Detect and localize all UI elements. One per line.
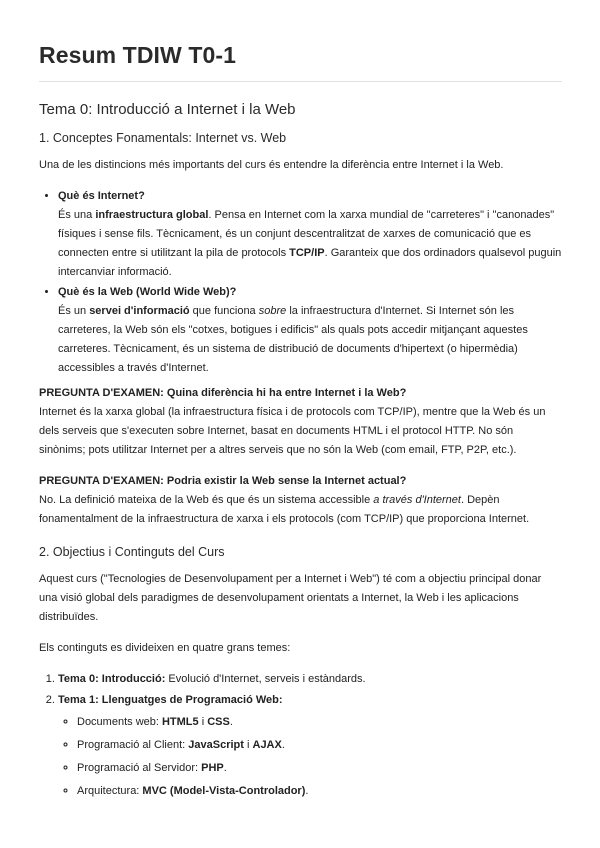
- subtopic-item: ◦ Arquitectura: MVC (Model-Vista-Controlador).: [77, 782, 562, 801]
- title-divider: [39, 81, 562, 82]
- definitions-list: [39, 187, 562, 378]
- document-title: Resum TDIW T0-1: [39, 42, 237, 68]
- section2-lead: Els continguts es divideixen en quatre grans temes:: [39, 642, 291, 654]
- subtopic-item: ◦ Programació al Client: JavaScript i AJAX.: [77, 736, 562, 755]
- subtopics-list: [58, 713, 562, 801]
- topics-list: [39, 670, 562, 801]
- exam-question-1-answer: Internet és la xarxa global (la infraestructura física i de protocols com TCP/IP), mentre que la Web és un dels serveis que s'executen sobre Internet, basat en documents HTML i el protocol HTTP. No són sinònims; pots utilitzar Internet per a altres serveis que no són la Web (com email, FTP, P2P, etc.).: [39, 406, 546, 456]
- exam-question-1: [39, 384, 562, 460]
- section1-intro: Una de les distincions més importants del curs és entendre la diferència entre Internet i la Web.: [39, 159, 504, 171]
- section2-heading: 2. Objectius i Continguts del Curs: [39, 545, 225, 559]
- subtopic-item: ◦ Programació al Servidor: PHP.: [77, 759, 562, 778]
- question-internet: • Què és Internet?: [58, 190, 145, 202]
- tema-heading: Tema 0: Introducció a Internet i la Web: [39, 101, 296, 118]
- exam-question-2-title: PREGUNTA D'EXAMEN: Podria existir la Web sense la Internet actual?: [39, 475, 407, 487]
- list-item-internet: • Què és Internet? És una infraestructura global. Pensa en Internet com la xarxa mundial de "carreteres" i "canonades" físiques i sense fils. Tècnicament, és un conjunt descentralitzat de xarxes de comunicació que es connecten entre si utilitzant la pila de protocols TCP/IP. Garanteix que dos ordinadors qualsevol puguin intercanviar informació.: [58, 187, 562, 282]
- section2-intro: Aquest curs ("Tecnologies de Desenvolupament per a Internet i Web") té com a objectiu principal donar una visió global dels paradigmes de desenvolupament orientats a Internet, la Web i les aplicacions distribuïdes.: [39, 573, 542, 623]
- question-web: • Què és la Web (World Wide Web)?: [58, 286, 237, 298]
- exam-question-1-title: PREGUNTA D'EXAMEN: Quina diferència hi ha entre Internet i la Web?: [39, 387, 407, 399]
- section1-heading: 1. Conceptes Fonamentals: Internet vs. Web: [39, 131, 287, 145]
- subtopic-item: ◦ Documents web: HTML5 i CSS.: [77, 713, 562, 732]
- topic-item: 2. Tema 1: Llenguatges de Programació Web: ◦ Documents web: HTML5 i CSS. ◦ Programació al Client: JavaScript i AJAX. ◦ Programació al Servidor: PHP. ◦ Arquitectura: MVC (Model-Vista-Controlador).: [58, 691, 562, 801]
- exam-question-2: PREGUNTA D'EXAMEN: Podria existir la Web sense la Internet actual? No. La definició mateixa de la Web és que és un sistema accessible a través d'Internet. Depèn fonamentalment de la infraestructura de xarxa i els protocols (com TCP/IP) que proporciona Internet.: [39, 472, 562, 529]
- list-item-web: • Què és la Web (World Wide Web)? És un servei d'informació que funciona sobre la infraestructura d'Internet. Si Internet són les carreteres, la Web són els "cotxes, botigues i edificis" als quals pots accedir mitjançant aquestes carreteres. Tècnicament, és un sistema de distribució de documents d'hipertext (o hipermèdia) accessibles a través d'Internet.: [58, 283, 562, 378]
- document-body: [39, 100, 562, 805]
- topic-item: 1. Tema 0: Introducció: Evolució d'Internet, serveis i estàndards.: [58, 670, 562, 689]
